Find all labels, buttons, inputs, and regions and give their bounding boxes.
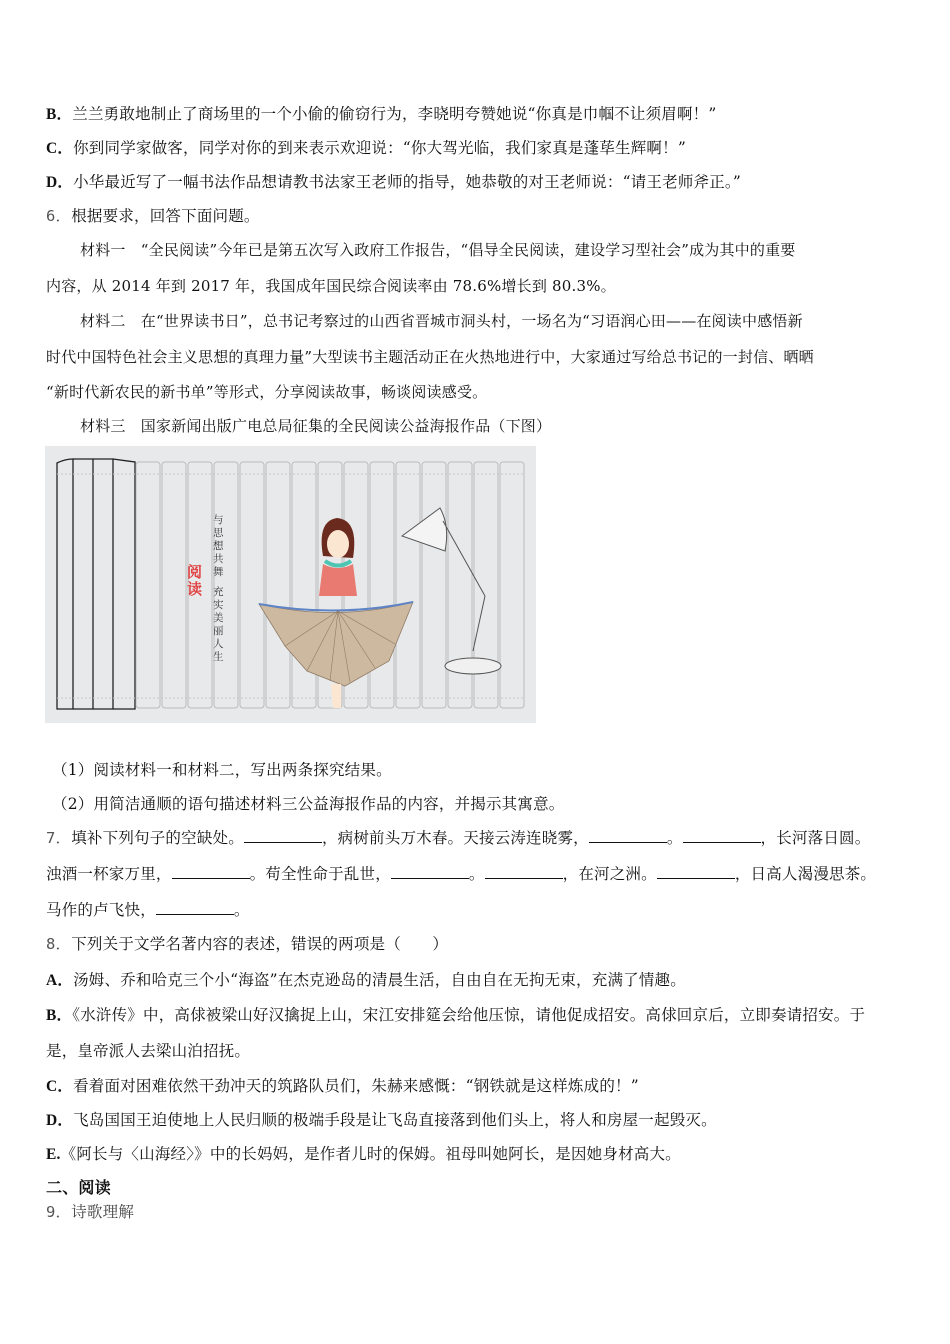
option-label: B． [46,1007,73,1024]
text: 浊酒一杯家万里， [46,865,172,883]
option-label: D． [46,1112,74,1129]
question-text: 诗歌理解 [71,1203,135,1221]
text: ，在河之洲。 [562,865,657,883]
poster-slogan-2: 充实美丽人生 [213,586,224,663]
q9-title [46,1202,134,1222]
material-2-line-1: 材料二 在“世界读书日”，总书记考察过的山西省晋城市洞头村，一场名为“习语润心田——在阅读中感悟新 [80,312,803,330]
section-title: 二、阅读 [46,1178,111,1197]
question-number: 8． [46,935,72,953]
blank-7[interactable] [657,864,735,879]
option-label: C． [46,140,74,157]
text: 马作的卢飞快， [46,901,156,919]
material-3: 材料三 国家新闻出版广电总局征集的全民阅读公益海报作品（下图） [80,417,552,435]
option-text: 汤姆、乔和哈克三个小“海盗”在杰克逊岛的清晨生活，自由自在无拘无束，充满了情趣。 [73,971,686,989]
q8-option-a [46,970,686,991]
poster-red-title: 阅读 [187,563,203,598]
material-2-line-3: “新时代新农民的新书单”等形式，分享阅读故事，畅谈阅读感受。 [46,383,488,401]
blank-1[interactable] [244,828,322,843]
poster-illustration [45,446,536,723]
q8-option-b-continued: 是，皇帝派人去梁山泊招抚。 [46,1042,251,1060]
q8-option-b [46,1005,865,1026]
material-1-line-2: 内容，从 2014 年到 2017 年，我国成年国民综合阅读率由 78.6%增长到 80.3%。 [46,277,616,295]
option-label: A． [46,972,74,989]
text: ，病树前头万木春。天接云涛连晓雾， [321,829,589,847]
material-2-line-2: 时代中国特色社会主义思想的真理力量”大型读书主题活动正在火热地进行中，大家通过写给总书记的一封信、晒晒 [46,348,814,366]
option-label: E. [46,1146,61,1163]
blank-3[interactable] [683,828,761,843]
option-text: 小华最近写了一幅书法作品想请教书法家王老师的指导，她恭敬的对王老师说：“请王老师斧正。” [73,173,741,191]
text: ，长河落日圆。 [760,829,871,847]
q5-option-c [46,138,686,159]
blank-8[interactable] [156,900,234,915]
question-number: 9． [46,1203,72,1221]
q5-option-d [46,172,741,193]
question-number: 6． [46,207,72,225]
option-label: B． [46,106,73,123]
option-text: 你到同学家做客，同学对你的到来表示欢迎说：“你大驾光临，我们家真是蓬荜生辉啊！” [73,139,686,157]
question-text: 下列关于文学名著内容的表述，错误的两项是（ ） [71,935,449,953]
option-text: 兰兰勇敢地制止了商场里的一个小偷的偷窃行为，李晓明夸赞她说“你真是巾帼不让须眉啊！” [72,105,717,123]
option-text: 《水浒传》中，高俅被梁山好汉擒捉上山，宋江安排筵会给他压惊，请他促成招安。高俅回京后，立即奏请招安。于 [72,1006,866,1024]
q6-sub-question-2: （2）用简洁通顺的语句描述材料三公益海报作品的内容，并揭示其寓意。 [52,795,565,813]
q7-line-2 [46,864,876,884]
option-text: 看着面对困难依然干劲冲天的筑路队员们，朱赫来感慨：“钢铁就是这样炼成的！” [73,1077,639,1095]
question-number: 7． [46,829,72,847]
question-text: 根据要求，回答下面问题。 [71,207,260,225]
material-1-line-1: 材料一 “全民阅读”今年已是第五次写入政府工作报告，“倡导全民阅读，建设学习型社会”成为其中的重要 [80,241,796,259]
blank-2[interactable] [589,828,667,843]
text: 填补下列句子的空缺处。 [71,829,244,847]
text: 。 [468,865,485,883]
q6-sub-question-1: （1）阅读材料一和材料二，写出两条探究结果。 [52,761,392,779]
blank-5[interactable] [391,864,469,879]
text: 。 [666,829,683,847]
q7-line-1 [46,828,870,848]
blank-6[interactable] [485,864,563,879]
option-text: 飞岛国国王迫使地上人民归顺的极端手段是让飞岛直接落到他们头上，将人和房屋一起毁灭。 [73,1111,717,1129]
text: 。 [233,901,250,919]
q8-prompt [46,934,448,954]
q5-option-b [46,104,717,125]
q6-prompt [46,206,260,226]
text: ，日高人渴漫思茶。 [734,865,877,883]
q8-option-d [46,1110,717,1131]
reading-poster-image [45,446,536,723]
poster-slogan-1: 与思想共舞 [213,514,224,578]
option-label: C． [46,1078,74,1095]
q8-option-c [46,1076,639,1097]
q8-option-e [46,1144,681,1165]
blank-4[interactable] [172,864,250,879]
option-label: D． [46,174,74,191]
text: 。苟全性命于乱世， [249,865,391,883]
option-text: 《阿长与〈山海经〉》中的长妈妈，是作者儿时的保姆。祖母叫她阿长，是因她身材高大。 [60,1145,681,1163]
q7-line-3 [46,900,250,920]
